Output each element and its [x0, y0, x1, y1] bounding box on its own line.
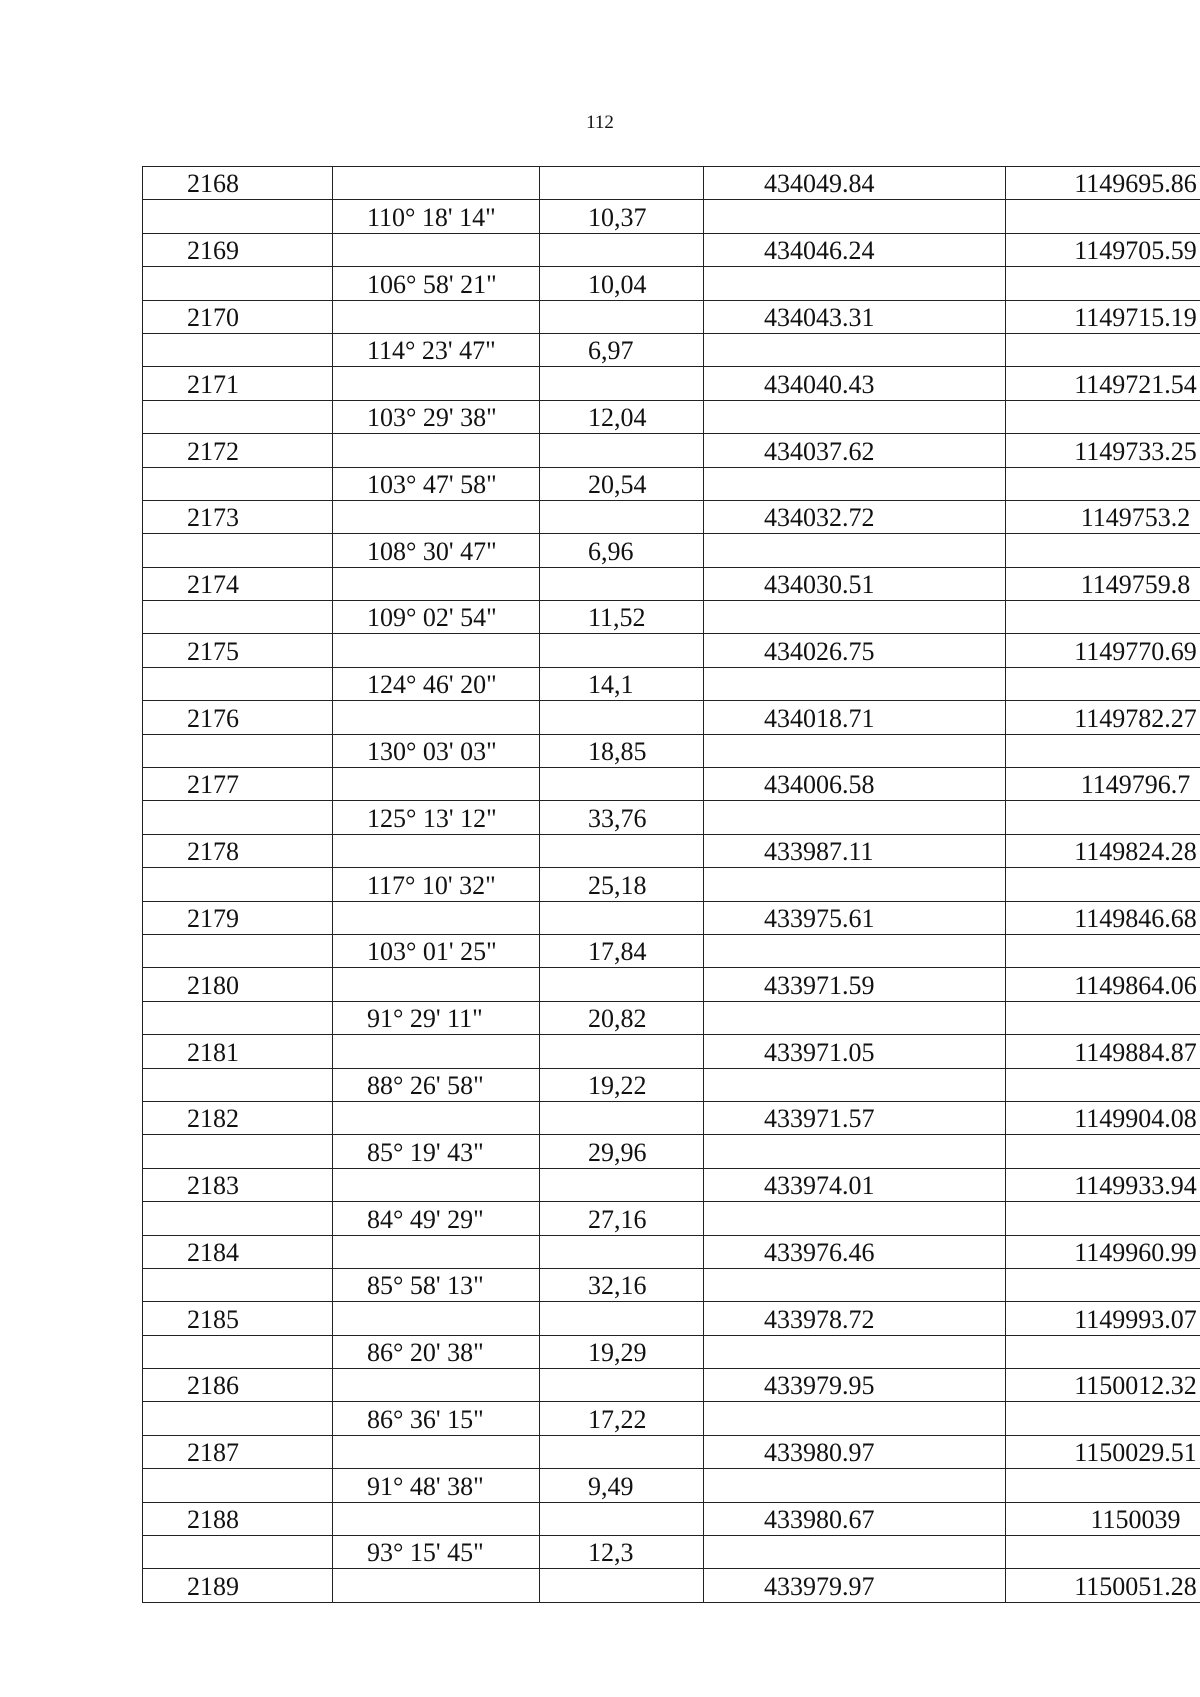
point-number-cell: 2186	[143, 1369, 333, 1402]
x-coordinate-cell	[704, 1536, 1006, 1569]
segment-row	[143, 534, 1200, 567]
x-coordinate-cell: 434037.62	[704, 434, 1006, 467]
segment-row	[143, 1469, 1200, 1502]
segment-row	[143, 601, 1200, 634]
x-coordinate-cell	[704, 1068, 1006, 1101]
x-coordinate-cell	[704, 667, 1006, 700]
point-row	[143, 1235, 1200, 1268]
point-number-cell: 2169	[143, 233, 333, 266]
point-row	[143, 768, 1200, 801]
point-number-cell: 2181	[143, 1035, 333, 1068]
direction-angle-cell	[333, 1035, 540, 1068]
point-number-cell	[143, 868, 333, 901]
x-coordinate-cell	[704, 467, 1006, 500]
x-coordinate-cell	[704, 734, 1006, 767]
point-row	[143, 1302, 1200, 1335]
point-number-cell	[143, 1135, 333, 1168]
x-coordinate-cell	[704, 1402, 1006, 1435]
y-coordinate-cell	[1006, 734, 1200, 767]
direction-angle-cell: 108° 30' 47"	[333, 534, 540, 567]
point-number-cell: 2182	[143, 1101, 333, 1134]
point-number-cell: 2189	[143, 1569, 333, 1602]
y-coordinate-cell	[1006, 1402, 1200, 1435]
point-row	[143, 567, 1200, 600]
x-coordinate-cell	[704, 934, 1006, 967]
direction-angle-cell	[333, 1502, 540, 1535]
direction-angle-cell: 106° 58' 21"	[333, 267, 540, 300]
distance-cell	[540, 233, 704, 266]
x-coordinate-cell: 433980.97	[704, 1435, 1006, 1468]
point-number-cell	[143, 1536, 333, 1569]
point-row	[143, 233, 1200, 266]
point-row	[143, 834, 1200, 867]
y-coordinate-cell	[1006, 934, 1200, 967]
y-coordinate-cell: 1150039	[1006, 1502, 1200, 1535]
point-row	[143, 1435, 1200, 1468]
point-row	[143, 968, 1200, 1001]
distance-cell	[540, 901, 704, 934]
y-coordinate-cell: 1149796.7	[1006, 768, 1200, 801]
point-number-cell	[143, 1469, 333, 1502]
x-coordinate-cell	[704, 1268, 1006, 1301]
distance-cell: 27,16	[540, 1202, 704, 1235]
point-number-cell: 2177	[143, 768, 333, 801]
direction-angle-cell	[333, 1101, 540, 1134]
point-number-cell	[143, 1001, 333, 1034]
y-coordinate-cell: 1149695.86	[1006, 167, 1200, 200]
distance-cell: 9,49	[540, 1469, 704, 1502]
distance-cell	[540, 1168, 704, 1201]
y-coordinate-cell: 1149824.28	[1006, 834, 1200, 867]
direction-angle-cell	[333, 300, 540, 333]
direction-angle-cell: 93° 15' 45"	[333, 1536, 540, 1569]
y-coordinate-cell	[1006, 801, 1200, 834]
point-number-cell	[143, 333, 333, 366]
distance-cell	[540, 1302, 704, 1335]
point-number-cell	[143, 1335, 333, 1368]
distance-cell: 25,18	[540, 868, 704, 901]
point-row	[143, 901, 1200, 934]
y-coordinate-cell	[1006, 400, 1200, 433]
x-coordinate-cell: 433971.57	[704, 1101, 1006, 1134]
direction-angle-cell	[333, 1435, 540, 1468]
segment-row	[143, 1202, 1200, 1235]
segment-row	[143, 1268, 1200, 1301]
distance-cell	[540, 834, 704, 867]
point-number-cell: 2180	[143, 968, 333, 1001]
direction-angle-cell: 88° 26' 58"	[333, 1068, 540, 1101]
distance-cell	[540, 434, 704, 467]
direction-angle-cell	[333, 701, 540, 734]
y-coordinate-cell: 1149721.54	[1006, 367, 1200, 400]
x-coordinate-cell	[704, 868, 1006, 901]
y-coordinate-cell	[1006, 1469, 1200, 1502]
y-coordinate-cell	[1006, 534, 1200, 567]
distance-cell: 33,76	[540, 801, 704, 834]
point-number-cell	[143, 734, 333, 767]
y-coordinate-cell	[1006, 667, 1200, 700]
direction-angle-cell	[333, 968, 540, 1001]
x-coordinate-cell: 434030.51	[704, 567, 1006, 600]
direction-angle-cell: 124° 46' 20"	[333, 667, 540, 700]
x-coordinate-cell: 434032.72	[704, 500, 1006, 533]
point-row	[143, 634, 1200, 667]
point-number-cell	[143, 467, 333, 500]
point-number-cell: 2175	[143, 634, 333, 667]
x-coordinate-cell: 433975.61	[704, 901, 1006, 934]
distance-cell: 11,52	[540, 601, 704, 634]
y-coordinate-cell: 1149846.68	[1006, 901, 1200, 934]
direction-angle-cell	[333, 1302, 540, 1335]
distance-cell: 18,85	[540, 734, 704, 767]
segment-row	[143, 333, 1200, 366]
x-coordinate-cell	[704, 601, 1006, 634]
y-coordinate-cell	[1006, 1068, 1200, 1101]
direction-angle-cell	[333, 233, 540, 266]
point-number-cell	[143, 1202, 333, 1235]
point-number-cell: 2174	[143, 567, 333, 600]
point-row	[143, 434, 1200, 467]
distance-cell	[540, 768, 704, 801]
direction-angle-cell	[333, 500, 540, 533]
point-row	[143, 1168, 1200, 1201]
direction-angle-cell	[333, 1569, 540, 1602]
point-number-cell	[143, 1268, 333, 1301]
distance-cell: 19,22	[540, 1068, 704, 1101]
x-coordinate-cell: 433974.01	[704, 1168, 1006, 1201]
x-coordinate-cell: 433979.95	[704, 1369, 1006, 1402]
segment-row	[143, 934, 1200, 967]
point-number-cell	[143, 934, 333, 967]
direction-angle-cell: 103° 01' 25"	[333, 934, 540, 967]
distance-cell	[540, 701, 704, 734]
segment-row	[143, 801, 1200, 834]
distance-cell	[540, 367, 704, 400]
point-number-cell: 2178	[143, 834, 333, 867]
y-coordinate-cell: 1150051.28	[1006, 1569, 1200, 1602]
distance-cell	[540, 1569, 704, 1602]
x-coordinate-cell	[704, 1469, 1006, 1502]
direction-angle-cell: 110° 18' 14"	[333, 200, 540, 233]
point-row	[143, 1369, 1200, 1402]
segment-row	[143, 1536, 1200, 1569]
distance-cell	[540, 167, 704, 200]
y-coordinate-cell: 1149733.25	[1006, 434, 1200, 467]
y-coordinate-cell: 1149705.59	[1006, 233, 1200, 266]
x-coordinate-cell: 434026.75	[704, 634, 1006, 667]
y-coordinate-cell: 1149904.08	[1006, 1101, 1200, 1134]
segment-row	[143, 267, 1200, 300]
y-coordinate-cell	[1006, 868, 1200, 901]
x-coordinate-cell: 434006.58	[704, 768, 1006, 801]
point-number-cell: 2184	[143, 1235, 333, 1268]
direction-angle-cell: 85° 19' 43"	[333, 1135, 540, 1168]
x-coordinate-cell	[704, 1001, 1006, 1034]
x-coordinate-cell: 433980.67	[704, 1502, 1006, 1535]
direction-angle-cell	[333, 1168, 540, 1201]
x-coordinate-cell	[704, 534, 1006, 567]
x-coordinate-cell: 434043.31	[704, 300, 1006, 333]
segment-row	[143, 868, 1200, 901]
y-coordinate-cell: 1149715.19	[1006, 300, 1200, 333]
direction-angle-cell: 85° 58' 13"	[333, 1268, 540, 1301]
point-number-cell	[143, 667, 333, 700]
direction-angle-cell: 109° 02' 54"	[333, 601, 540, 634]
segment-row	[143, 734, 1200, 767]
x-coordinate-cell	[704, 267, 1006, 300]
distance-cell: 20,82	[540, 1001, 704, 1034]
distance-cell: 29,96	[540, 1135, 704, 1168]
x-coordinate-cell: 433979.97	[704, 1569, 1006, 1602]
distance-cell	[540, 1235, 704, 1268]
y-coordinate-cell: 1149759.8	[1006, 567, 1200, 600]
direction-angle-cell: 130° 03' 03"	[333, 734, 540, 767]
point-number-cell	[143, 601, 333, 634]
point-row	[143, 1101, 1200, 1134]
direction-angle-cell: 114° 23' 47"	[333, 333, 540, 366]
direction-angle-cell: 117° 10' 32"	[333, 868, 540, 901]
direction-angle-cell: 86° 36' 15"	[333, 1402, 540, 1435]
distance-cell	[540, 1101, 704, 1134]
x-coordinate-cell	[704, 333, 1006, 366]
direction-angle-cell: 91° 48' 38"	[333, 1469, 540, 1502]
y-coordinate-cell: 1149782.27	[1006, 701, 1200, 734]
direction-angle-cell: 86° 20' 38"	[333, 1335, 540, 1368]
distance-cell: 6,96	[540, 534, 704, 567]
point-number-cell: 2183	[143, 1168, 333, 1201]
distance-cell: 6,97	[540, 333, 704, 366]
x-coordinate-cell: 434018.71	[704, 701, 1006, 734]
distance-cell	[540, 1435, 704, 1468]
point-number-cell: 2168	[143, 167, 333, 200]
x-coordinate-cell: 434049.84	[704, 167, 1006, 200]
distance-cell: 12,04	[540, 400, 704, 433]
point-number-cell: 2179	[143, 901, 333, 934]
segment-row	[143, 1068, 1200, 1101]
distance-cell: 20,54	[540, 467, 704, 500]
direction-angle-cell	[333, 834, 540, 867]
point-row	[143, 300, 1200, 333]
y-coordinate-cell	[1006, 467, 1200, 500]
distance-cell	[540, 1369, 704, 1402]
x-coordinate-cell	[704, 801, 1006, 834]
direction-angle-cell	[333, 434, 540, 467]
point-row	[143, 701, 1200, 734]
direction-angle-cell	[333, 634, 540, 667]
y-coordinate-cell: 1149884.87	[1006, 1035, 1200, 1068]
distance-cell: 19,29	[540, 1335, 704, 1368]
page-number: 112	[586, 112, 614, 133]
y-coordinate-cell	[1006, 601, 1200, 634]
direction-angle-cell	[333, 768, 540, 801]
point-row	[143, 500, 1200, 533]
x-coordinate-cell: 433971.59	[704, 968, 1006, 1001]
direction-angle-cell: 91° 29' 11"	[333, 1001, 540, 1034]
y-coordinate-cell: 1149770.69	[1006, 634, 1200, 667]
x-coordinate-cell	[704, 1135, 1006, 1168]
x-coordinate-cell: 433971.05	[704, 1035, 1006, 1068]
y-coordinate-cell	[1006, 1536, 1200, 1569]
direction-angle-cell	[333, 167, 540, 200]
segment-row	[143, 667, 1200, 700]
direction-angle-cell	[333, 901, 540, 934]
segment-row	[143, 1335, 1200, 1368]
y-coordinate-cell: 1149960.99	[1006, 1235, 1200, 1268]
distance-cell: 17,84	[540, 934, 704, 967]
y-coordinate-cell: 1149933.94	[1006, 1168, 1200, 1201]
distance-cell: 10,04	[540, 267, 704, 300]
y-coordinate-cell	[1006, 267, 1200, 300]
segment-row	[143, 200, 1200, 233]
point-number-cell	[143, 534, 333, 567]
y-coordinate-cell: 1150029.51	[1006, 1435, 1200, 1468]
x-coordinate-cell: 433976.46	[704, 1235, 1006, 1268]
segment-row	[143, 467, 1200, 500]
x-coordinate-cell	[704, 200, 1006, 233]
x-coordinate-cell: 433987.11	[704, 834, 1006, 867]
x-coordinate-cell	[704, 400, 1006, 433]
direction-angle-cell: 125° 13' 12"	[333, 801, 540, 834]
x-coordinate-cell	[704, 1202, 1006, 1235]
point-number-cell: 2171	[143, 367, 333, 400]
x-coordinate-cell: 433978.72	[704, 1302, 1006, 1335]
point-number-cell: 2176	[143, 701, 333, 734]
y-coordinate-cell: 1149864.06	[1006, 968, 1200, 1001]
y-coordinate-cell	[1006, 1001, 1200, 1034]
direction-angle-cell: 103° 47' 58"	[333, 467, 540, 500]
distance-cell: 12,3	[540, 1536, 704, 1569]
distance-cell	[540, 567, 704, 600]
x-coordinate-cell: 434046.24	[704, 233, 1006, 266]
x-coordinate-cell	[704, 1335, 1006, 1368]
point-number-cell	[143, 1402, 333, 1435]
distance-cell	[540, 1035, 704, 1068]
distance-cell	[540, 500, 704, 533]
segment-row	[143, 1001, 1200, 1034]
direction-angle-cell	[333, 367, 540, 400]
y-coordinate-cell	[1006, 200, 1200, 233]
point-row	[143, 1502, 1200, 1535]
point-number-cell	[143, 200, 333, 233]
distance-cell	[540, 300, 704, 333]
segment-row	[143, 1135, 1200, 1168]
direction-angle-cell	[333, 567, 540, 600]
segment-row	[143, 1402, 1200, 1435]
point-number-cell: 2170	[143, 300, 333, 333]
coordinates-table-body	[143, 167, 1200, 1603]
y-coordinate-cell	[1006, 1335, 1200, 1368]
direction-angle-cell: 103° 29' 38"	[333, 400, 540, 433]
point-row	[143, 367, 1200, 400]
direction-angle-cell	[333, 1369, 540, 1402]
direction-angle-cell: 84° 49' 29"	[333, 1202, 540, 1235]
distance-cell: 32,16	[540, 1268, 704, 1301]
point-number-cell: 2187	[143, 1435, 333, 1468]
y-coordinate-cell	[1006, 333, 1200, 366]
y-coordinate-cell: 1150012.32	[1006, 1369, 1200, 1402]
distance-cell: 14,1	[540, 667, 704, 700]
x-coordinate-cell: 434040.43	[704, 367, 1006, 400]
point-number-cell: 2185	[143, 1302, 333, 1335]
y-coordinate-cell: 1149753.2	[1006, 500, 1200, 533]
distance-cell	[540, 1502, 704, 1535]
distance-cell: 10,37	[540, 200, 704, 233]
point-number-cell	[143, 267, 333, 300]
point-number-cell	[143, 801, 333, 834]
y-coordinate-cell	[1006, 1268, 1200, 1301]
point-row	[143, 1035, 1200, 1068]
distance-cell: 17,22	[540, 1402, 704, 1435]
point-number-cell	[143, 1068, 333, 1101]
y-coordinate-cell	[1006, 1202, 1200, 1235]
direction-angle-cell	[333, 1235, 540, 1268]
point-number-cell: 2173	[143, 500, 333, 533]
segment-row	[143, 400, 1200, 433]
distance-cell	[540, 968, 704, 1001]
point-row	[143, 1569, 1200, 1602]
point-number-cell: 2172	[143, 434, 333, 467]
point-row	[143, 167, 1200, 200]
distance-cell	[540, 634, 704, 667]
y-coordinate-cell	[1006, 1135, 1200, 1168]
point-number-cell	[143, 400, 333, 433]
coordinates-table	[142, 166, 1200, 1603]
y-coordinate-cell: 1149993.07	[1006, 1302, 1200, 1335]
point-number-cell: 2188	[143, 1502, 333, 1535]
